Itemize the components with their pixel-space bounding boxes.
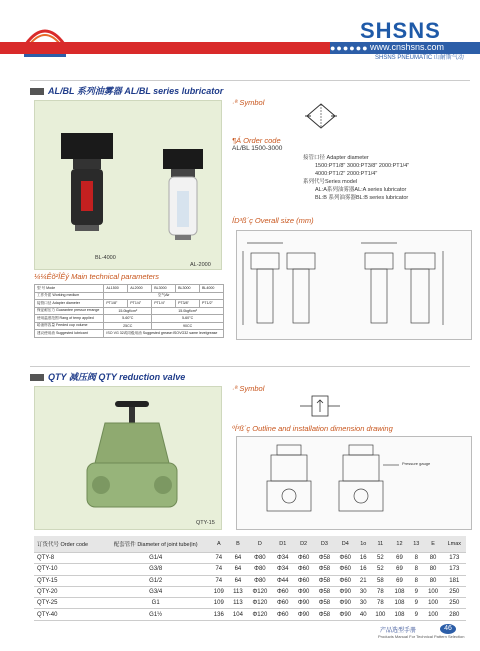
table-cell: Φ90 [293,598,314,609]
table-cell: Φ120 [247,586,272,597]
table-row: 保证耐压力 Guarantee pressur errange 15.0kgf/cm² 15.0kgf/cm² [35,307,224,315]
dimension-table [34,536,466,621]
table-cell: Φ120 [247,598,272,609]
table-cell: Φ90 [335,586,356,597]
table-cell: 69 [390,553,409,564]
table-cell: 8 [409,575,423,586]
table-cell: 109 [209,586,228,597]
footer-subtext: Products Manual For Technical Pattern Selection [378,634,465,639]
website-url[interactable]: www.cnshsns.com [370,42,445,52]
table-cell: QTY-25 [34,598,102,609]
table-cell: 30 [356,586,371,597]
table-cell: 64 [228,575,247,586]
table-row: 工作介质 Working medium 空气Air [35,292,224,300]
table-cell: Φ60 [293,575,314,586]
table-cell: 108 [390,586,409,597]
outline-label: ºÍ³ß´ç Outline and installation dimension drawing [232,424,393,433]
table-cell: 104 [228,609,247,620]
table-cell: 78 [371,598,390,609]
page-number: 46 [440,624,456,634]
table-cell: 64 [228,553,247,564]
image-label-left: BL-4000 [95,255,116,261]
table-row [34,609,466,620]
pressure-gauge-label: Pressure gauge [402,461,431,466]
lubricator-symbol-icon [305,102,337,130]
table-cell: 113 [228,598,247,609]
table-row: 型 号 Mode AL1500 AL2000 BL3000 BL3000 BL4000 [35,285,224,293]
table-cell: QTY-8 [34,553,102,564]
table-cell: Φ60 [272,586,293,597]
table-cell: G3/8 [102,564,209,575]
table-cell: 250 [443,586,466,597]
table-cell: 100 [371,609,390,620]
table-cell: 109 [209,598,228,609]
table-cell: 9 [409,598,423,609]
table-cell: Φ58 [314,575,335,586]
table-cell: Φ90 [293,609,314,620]
table-cell: QTY-20 [34,586,102,597]
table-cell: Φ120 [247,609,272,620]
brand-name: SHSNS [360,18,441,43]
table-header-row: 订货代号 Order code 配套管件 Diameter of joint tube(in) A B D D1 D2 D3 D4 1o 11 12 13 E Lmax [34,536,466,553]
table-cell: G3/4 [102,586,209,597]
table-cell: QTY-15 [34,575,102,586]
table-cell: Φ60 [293,564,314,575]
outline-drawing [236,436,472,530]
table-cell: Φ60 [335,564,356,575]
table-cell: 80 [424,553,443,564]
order-code-details [303,154,473,202]
table-cell: 40 [356,609,371,620]
image-label-valve: QTY-15 [196,520,215,526]
table-cell: Φ34 [272,564,293,575]
table-cell: 113 [228,586,247,597]
spec-table [34,284,224,338]
table-row: 接管口径 Adapter diameter PT1/8" PT1/4" PT1/4" PT3/8" PT1/2" [35,300,224,308]
table-cell: Φ60 [272,609,293,620]
order-code-label: ¶Á Order code [232,136,281,145]
table-cell: Φ44 [272,575,293,586]
table-cell: Φ60 [293,553,314,564]
table-cell: Φ58 [314,564,335,575]
header-subline: SHSNS PNEUMATIC 山耐斯气动 [375,55,464,61]
params-label: ¼¼Êõ²ÎÊý Main technical parameters [34,272,160,281]
code-line: BL:B 系列油雾器BL:B series lubricator [315,195,409,201]
divider [30,80,470,81]
table-cell: 280 [443,609,466,620]
symbol-label-2: ·ª Symbol [232,384,265,393]
table-cell: 58 [371,575,390,586]
table-cell: Φ60 [335,575,356,586]
code-line: 系列代号Series model [303,179,358,185]
table-cell: 52 [371,553,390,564]
table-row [34,575,466,586]
table-cell: 52 [371,564,390,575]
table-cell: 30 [356,598,371,609]
table-cell: Φ80 [247,564,272,575]
table-row: 使用温度范围 Rang of temp applied 5-60°C 5-60°C [35,315,224,323]
table-cell: 173 [443,564,466,575]
table-cell: 100 [424,598,443,609]
table-cell: 9 [409,609,423,620]
table-cell: 80 [424,575,443,586]
table-row [34,586,466,597]
table-cell: 173 [443,553,466,564]
table-cell: 74 [209,564,228,575]
overall-size-drawing [236,230,472,340]
table-cell: 181 [443,575,466,586]
table-cell: G1 [102,598,209,609]
table-cell: 78 [371,586,390,597]
table-row: 给油杯容量 Feeded cup volume 25CC 90CC [35,322,224,330]
table-cell: Φ90 [335,609,356,620]
section-bullet-icon [30,88,44,95]
table-cell: Φ90 [335,598,356,609]
header-dots: ●●●●●● [330,43,369,53]
table-cell: 21 [356,575,371,586]
table-cell: Φ58 [314,586,335,597]
table-cell: G1/4 [102,553,209,564]
table-cell: Φ90 [293,586,314,597]
table-cell: Φ60 [272,598,293,609]
table-cell: 100 [424,586,443,597]
table-cell: 250 [443,598,466,609]
table-row: 建议使用油 Suggested lubricant ISO VG 32或同级用油 Suggested grease:ISOVG32 same levelgrease [35,330,224,338]
code-line: 接管口径 Adapter diameter [303,155,369,161]
image-label-right: AL-2000 [190,262,211,268]
table-cell: Φ58 [314,598,335,609]
order-code-value: AL/BL 1500-3000 [232,145,283,152]
product-image-lubricators [34,100,222,270]
divider [30,366,470,367]
footer-text: 产品选型手册 [380,628,417,634]
table-cell: 69 [390,575,409,586]
section-bullet-icon [30,374,44,381]
table-cell: QTY-40 [34,609,102,620]
table-cell: 136 [209,609,228,620]
table-cell: 74 [209,575,228,586]
table-cell: 9 [409,586,423,597]
table-cell: 74 [209,553,228,564]
table-cell: 80 [424,564,443,575]
code-line: AL:A系列油雾器AL:A series lubricator [315,187,407,193]
table-cell: 16 [356,553,371,564]
overall-size-label: ÍD³ß´ç Overall size (mm) [232,216,314,225]
table-cell: Φ34 [272,553,293,564]
section1-title: AL/BL 系列油雾器 AL/BL series lubricator [30,84,223,97]
table-cell: 108 [390,598,409,609]
table-cell: QTY-10 [34,564,102,575]
table-row [34,598,466,609]
reduction-valve-symbol-icon [300,392,340,420]
table-cell: 16 [356,564,371,575]
table-cell: Φ80 [247,575,272,586]
table-cell: Φ60 [335,553,356,564]
table-cell: 64 [228,564,247,575]
table-cell: 8 [409,553,423,564]
table-cell: 100 [424,609,443,620]
table-cell: Φ80 [247,553,272,564]
symbol-label: ·ª Symbol [232,98,265,107]
code-line: 1500:PT1/8" 3000:PT3/8" 2000:PT1/4" [315,163,410,169]
table-cell: 8 [409,564,423,575]
table-cell: 108 [390,609,409,620]
table-cell: G1½ [102,609,209,620]
table-row [34,564,466,575]
section2-title: QTY 减压阀 QTY reduction valve [30,370,185,383]
product-image-reduction-valve [34,386,222,530]
code-line: 4000:PT1/2" 2000:PT1/4" [315,171,378,177]
table-cell: Φ58 [314,553,335,564]
dimension-table-body [34,553,466,621]
table-cell: 69 [390,564,409,575]
table-cell: Φ58 [314,609,335,620]
table-cell: G1/2 [102,575,209,586]
table-row [34,553,466,564]
